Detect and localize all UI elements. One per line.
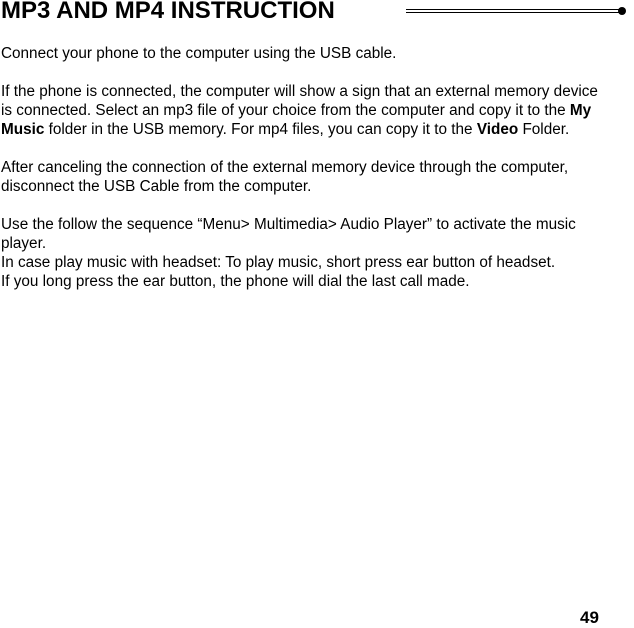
heading-row — [0, 0, 634, 28]
rule-line-bottom — [406, 12, 624, 13]
paragraph-connect: Connect your phone to the computer using the USB cable. — [1, 45, 397, 62]
rule-line-top — [406, 9, 624, 10]
paragraph-copy-text-1: If the phone is connected, the computer will show a sign that an external memory device is connected. Select an mp3 file of your choice from the computer and copy it to the — [1, 83, 598, 119]
paragraph-headset: In case play music with headset: To play music, short press ear button of headset. — [1, 254, 556, 271]
page-title: MP3 AND MP4 INSTRUCTION — [1, 0, 335, 24]
paragraph-menu-sequence: Use the follow the sequence “Menu> Multimedia> Audio Player” to activate the music player. — [1, 216, 576, 252]
paragraph-disconnect: After canceling the connection of the external memory device through the computer, disconnect the USB Cable from the computer. — [1, 159, 569, 195]
rule-end-dot — [618, 7, 626, 15]
my-music-folder-label: My Music — [1, 102, 592, 138]
title-rule — [406, 9, 626, 14]
paragraph-long-press: If you long press the ear button, the phone will dial the last call made. — [1, 273, 470, 290]
video-folder-label: Video — [476, 121, 519, 138]
paragraph-copy-text-2: folder in the USB memory. For mp4 files, you can copy it to the — [44, 121, 477, 138]
paragraph-copy-text-3: Folder. — [518, 121, 570, 138]
body-text — [1, 44, 601, 291]
page-number: 49 — [580, 608, 599, 627]
paragraph-copy-files — [1, 82, 601, 139]
